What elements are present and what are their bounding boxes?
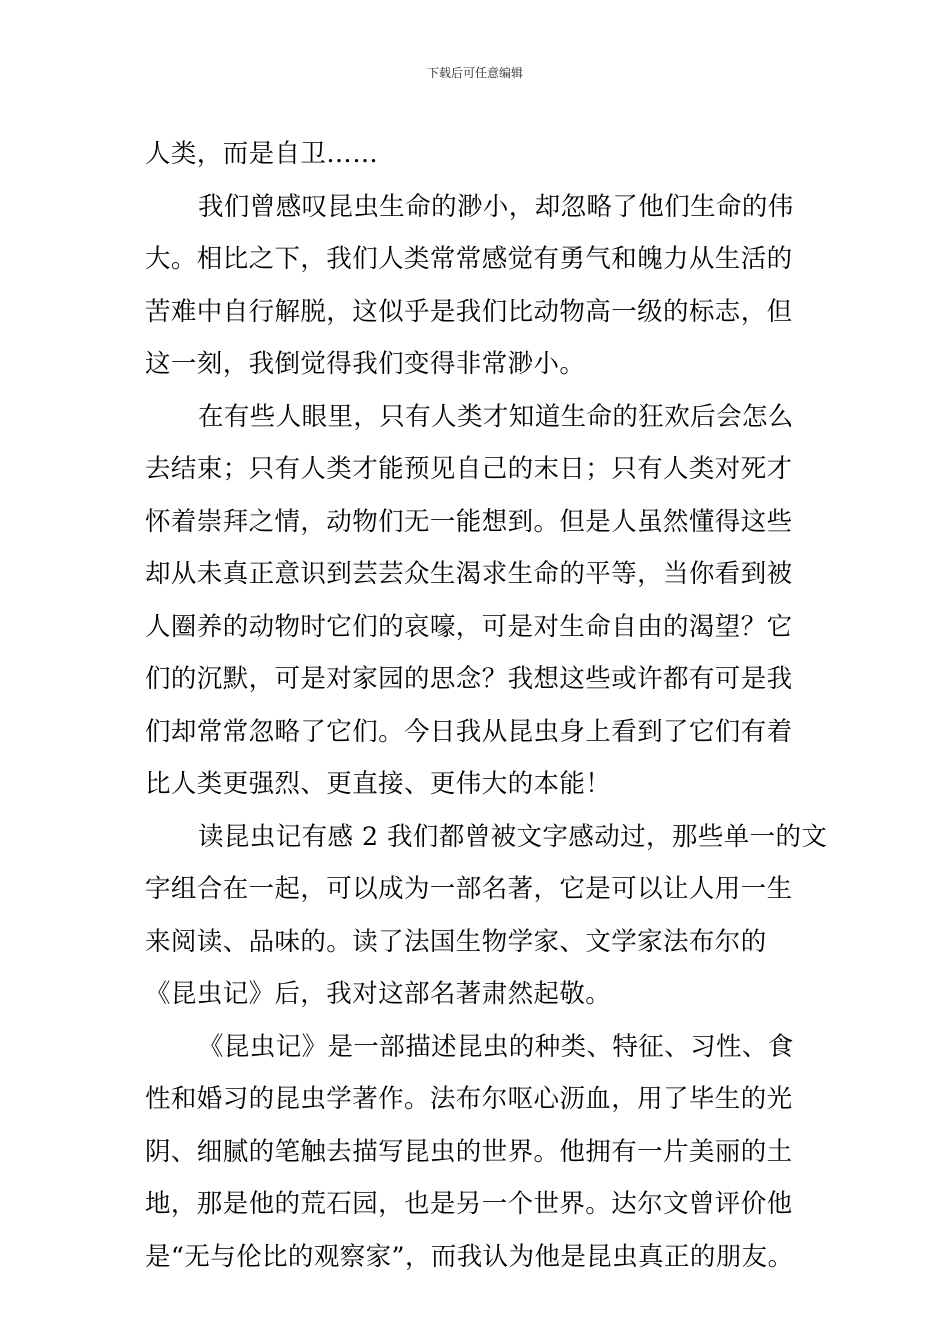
text-line: 们却常常忽略了它们。今日我从昆虫身上看到了它们有着 — [145, 716, 793, 747]
page-header: 下载后可任意编辑 — [426, 66, 523, 80]
text-line: 字组合在一起，可以成为一部名著，它是可以让人用一生 — [145, 874, 793, 904]
text-line: 我们曾感叹昆虫生命的渺小，却忽略了他们生命的伟 — [198, 191, 794, 222]
text-line: 人类，而是自卫…… — [145, 139, 379, 169]
text-line: 们的沉默，可是对家园的思念？我想这些或许都有可是我 — [145, 664, 793, 694]
text-line: 《昆虫记》后，我对这部名著肃然起敬。 — [145, 979, 612, 1009]
text-line: 大。相比之下，我们人类常常感觉有勇气和魄力从生活的 — [145, 244, 793, 274]
document-body — [145, 128, 828, 1283]
text-line: 《昆虫记》是一部描述昆虫的种类、特征、习性、食 — [198, 1031, 794, 1062]
text-line: 这一刻，我倒觉得我们变得非常渺小。 — [145, 349, 586, 379]
text-line: 性和婚习的昆虫学著作。法布尔呕心沥血，用了毕生的光 — [145, 1084, 793, 1114]
text-line: 在有些人眼里，只有人类才知道生命的狂欢后会怎么 — [198, 401, 794, 432]
text-line: 人圈养的动物时它们的哀嚎，可是对生命自由的渴望？它 — [145, 611, 793, 642]
text-line: 是“无与伦比的观察家”，而我认为他是昆虫真正的朋友。 — [145, 1241, 794, 1272]
text-line: 地，那是他的荒石园，也是另一个世界。达尔文曾评价他 — [145, 1189, 793, 1219]
text-line: 读昆虫记有感 2 我们都曾被文字感动过，那些单一的文 — [198, 821, 828, 852]
text-line: 怀着崇拜之情，动物们无一能想到。但是人虽然懂得这些 — [145, 506, 793, 537]
text-line: 苦难中自行解脱，这似乎是我们比动物高一级的标志，但 — [145, 296, 793, 327]
text-line: 却从未真正意识到芸芸众生渴求生命的平等，当你看到被 — [145, 559, 793, 589]
text-line: 去结束；只有人类才能预见自己的末日；只有人类对死才 — [145, 454, 793, 484]
text-line: 阴、细腻的笔触去描写昆虫的世界。他拥有一片美丽的土 — [145, 1136, 793, 1167]
text-line: 比人类更强烈、更直接、更伟大的本能！ — [145, 769, 612, 799]
text-line: 来阅读、品味的。读了法国生物学家、文学家法布尔的 — [145, 926, 767, 957]
